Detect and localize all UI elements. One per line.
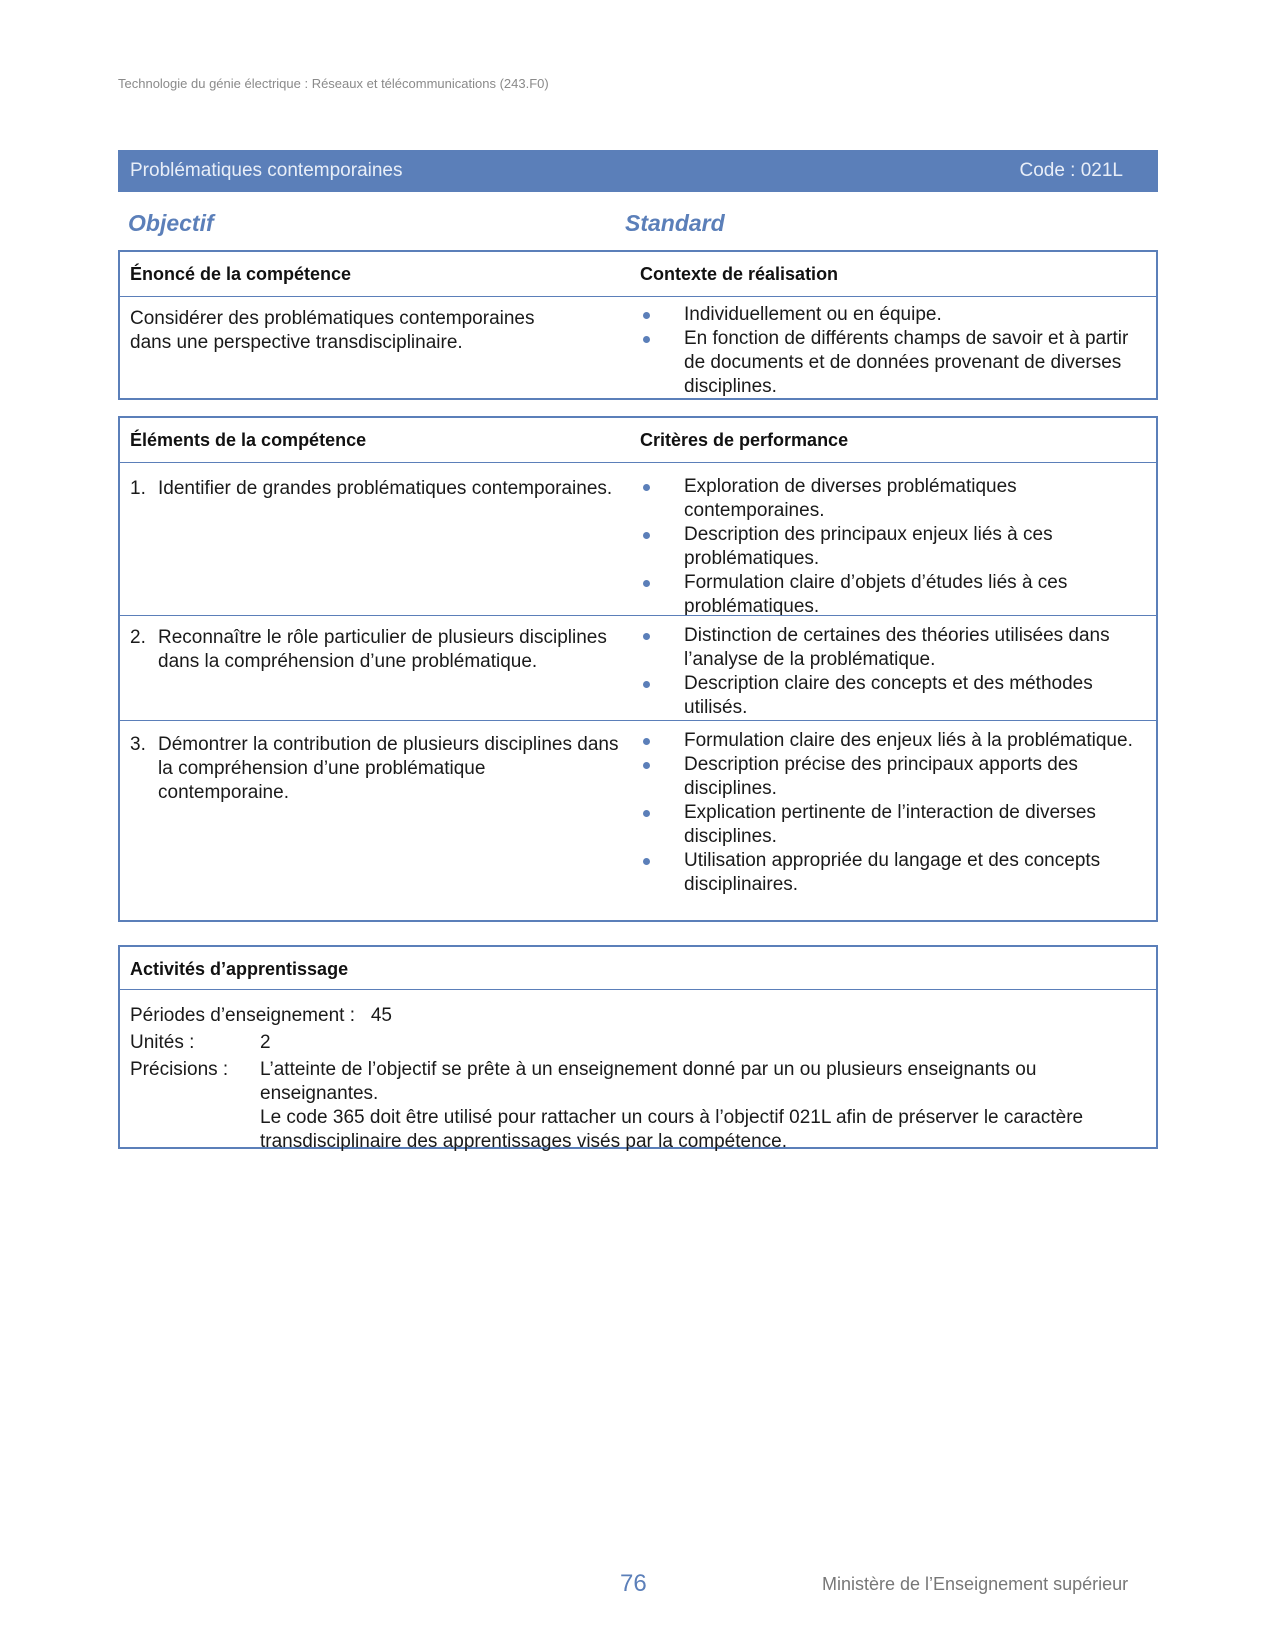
context-list [640,303,1140,399]
element-text: 3. Démontrer la contribution de plusieurs disciplines dans la compréhension d’une problématique contemporaine. [130,734,619,803]
precisions-text [260,1058,1140,1154]
element-row [120,463,1156,615]
statement-table-header [120,252,1156,297]
bullet-icon [643,858,650,865]
criterion-item: Formulation claire d’objets d’études liés à ces problématiques. [640,571,1140,619]
section-subheads [128,210,1158,238]
criterion-item: Distinction de certaines des théories utilisées dans l’analyse de la problématique. [640,624,1140,672]
statement-table [118,250,1158,400]
objective-heading: Objectif [128,210,214,236]
criterion-item: Exploration de diverses problématiques contemporaines. [640,475,1140,523]
criterion-item: Description précise des principaux apports des disciplines. [640,753,1140,801]
statement-header: Énoncé de la compétence [130,264,352,284]
context-item: Individuellement ou en équipe. [640,303,1140,327]
bullet-icon [643,762,650,769]
criterion-item: Utilisation appropriée du langage et des concepts disciplinaires. [640,849,1140,897]
bullet-icon [643,681,650,688]
competency-banner [118,150,1158,192]
bullet-icon [643,312,650,319]
criterion-item: Formulation claire des enjeux liés à la problématique. [640,729,1140,753]
competency-title: Problématiques contemporaines [130,160,403,181]
periods-value: 45 [370,1005,392,1026]
criteria-list [640,729,1140,897]
bullet-icon [643,484,650,491]
bullet-icon [643,738,650,745]
periods-label: Périodes d’enseignement : 45 [130,1005,392,1026]
element-row [120,720,1156,921]
criteria-header: Critères de performance [640,430,849,450]
bullet-icon [643,580,650,587]
criterion-item: Description des principaux enjeux liés à ces problématiques. [640,523,1140,571]
statement-row [120,297,1156,399]
element-number: 1. [130,478,146,499]
bullet-icon [643,336,650,343]
learning-activities-table [118,945,1158,1152]
elements-header: Éléments de la compétence [130,430,367,450]
competency-statement: Considérer des problématiques contemporaines dans une perspective transdisciplinaire. [130,308,535,353]
context-header: Contexte de réalisation [640,264,839,284]
context-item: En fonction de différents champs de savoir et à partir de documents et de données provenant de diverses disciplines. [640,327,1140,399]
element-number: 2. [130,627,146,648]
page-number: 76 [620,1570,647,1597]
units-value: 2 [260,1032,271,1053]
criteria-list [640,475,1140,619]
running-header: Technologie du génie électrique : Réseaux et télécommunications (243.F0) [118,76,549,91]
element-row [120,615,1156,720]
precisions-paragraph: Le code 365 doit être utilisé pour rattacher un cours à l’objectif 021L afin de préserver le caractère transdisciplinaire des apprentissages visés par la compétence. [260,1107,1084,1152]
element-number: 3. [130,734,146,755]
bullet-icon [643,810,650,817]
criterion-item: Description claire des concepts et des méthodes utilisés. [640,672,1140,720]
learning-activities-header: Activités d’apprentissage [130,959,349,979]
element-text: 2. Reconnaître le rôle particulier de plusieurs disciplines dans la compréhension d’une problématique. [130,627,607,672]
bullet-icon [643,532,650,539]
elements-table-header [120,418,1156,463]
ministry-name: Ministère de l’Enseignement supérieur [822,1574,1129,1594]
units-label: Unités : [130,1032,195,1053]
learning-activities-header-row [120,947,1156,990]
element-text: 1. Identifier de grandes problématiques contemporaines. [130,478,613,499]
criterion-item: Explication pertinente de l’interaction de diverses disciplines. [640,801,1140,849]
precisions-paragraph: L’atteinte de l’objectif se prête à un enseignement donné par un ou plusieurs enseignants ou enseignantes. [260,1059,1037,1104]
elements-table [118,416,1158,922]
bullet-icon [643,633,650,640]
competency-code: Code : 021L [1019,160,1123,181]
criteria-list [640,624,1140,720]
standard-heading: Standard [625,210,725,236]
precisions-label: Précisions : [130,1059,229,1080]
